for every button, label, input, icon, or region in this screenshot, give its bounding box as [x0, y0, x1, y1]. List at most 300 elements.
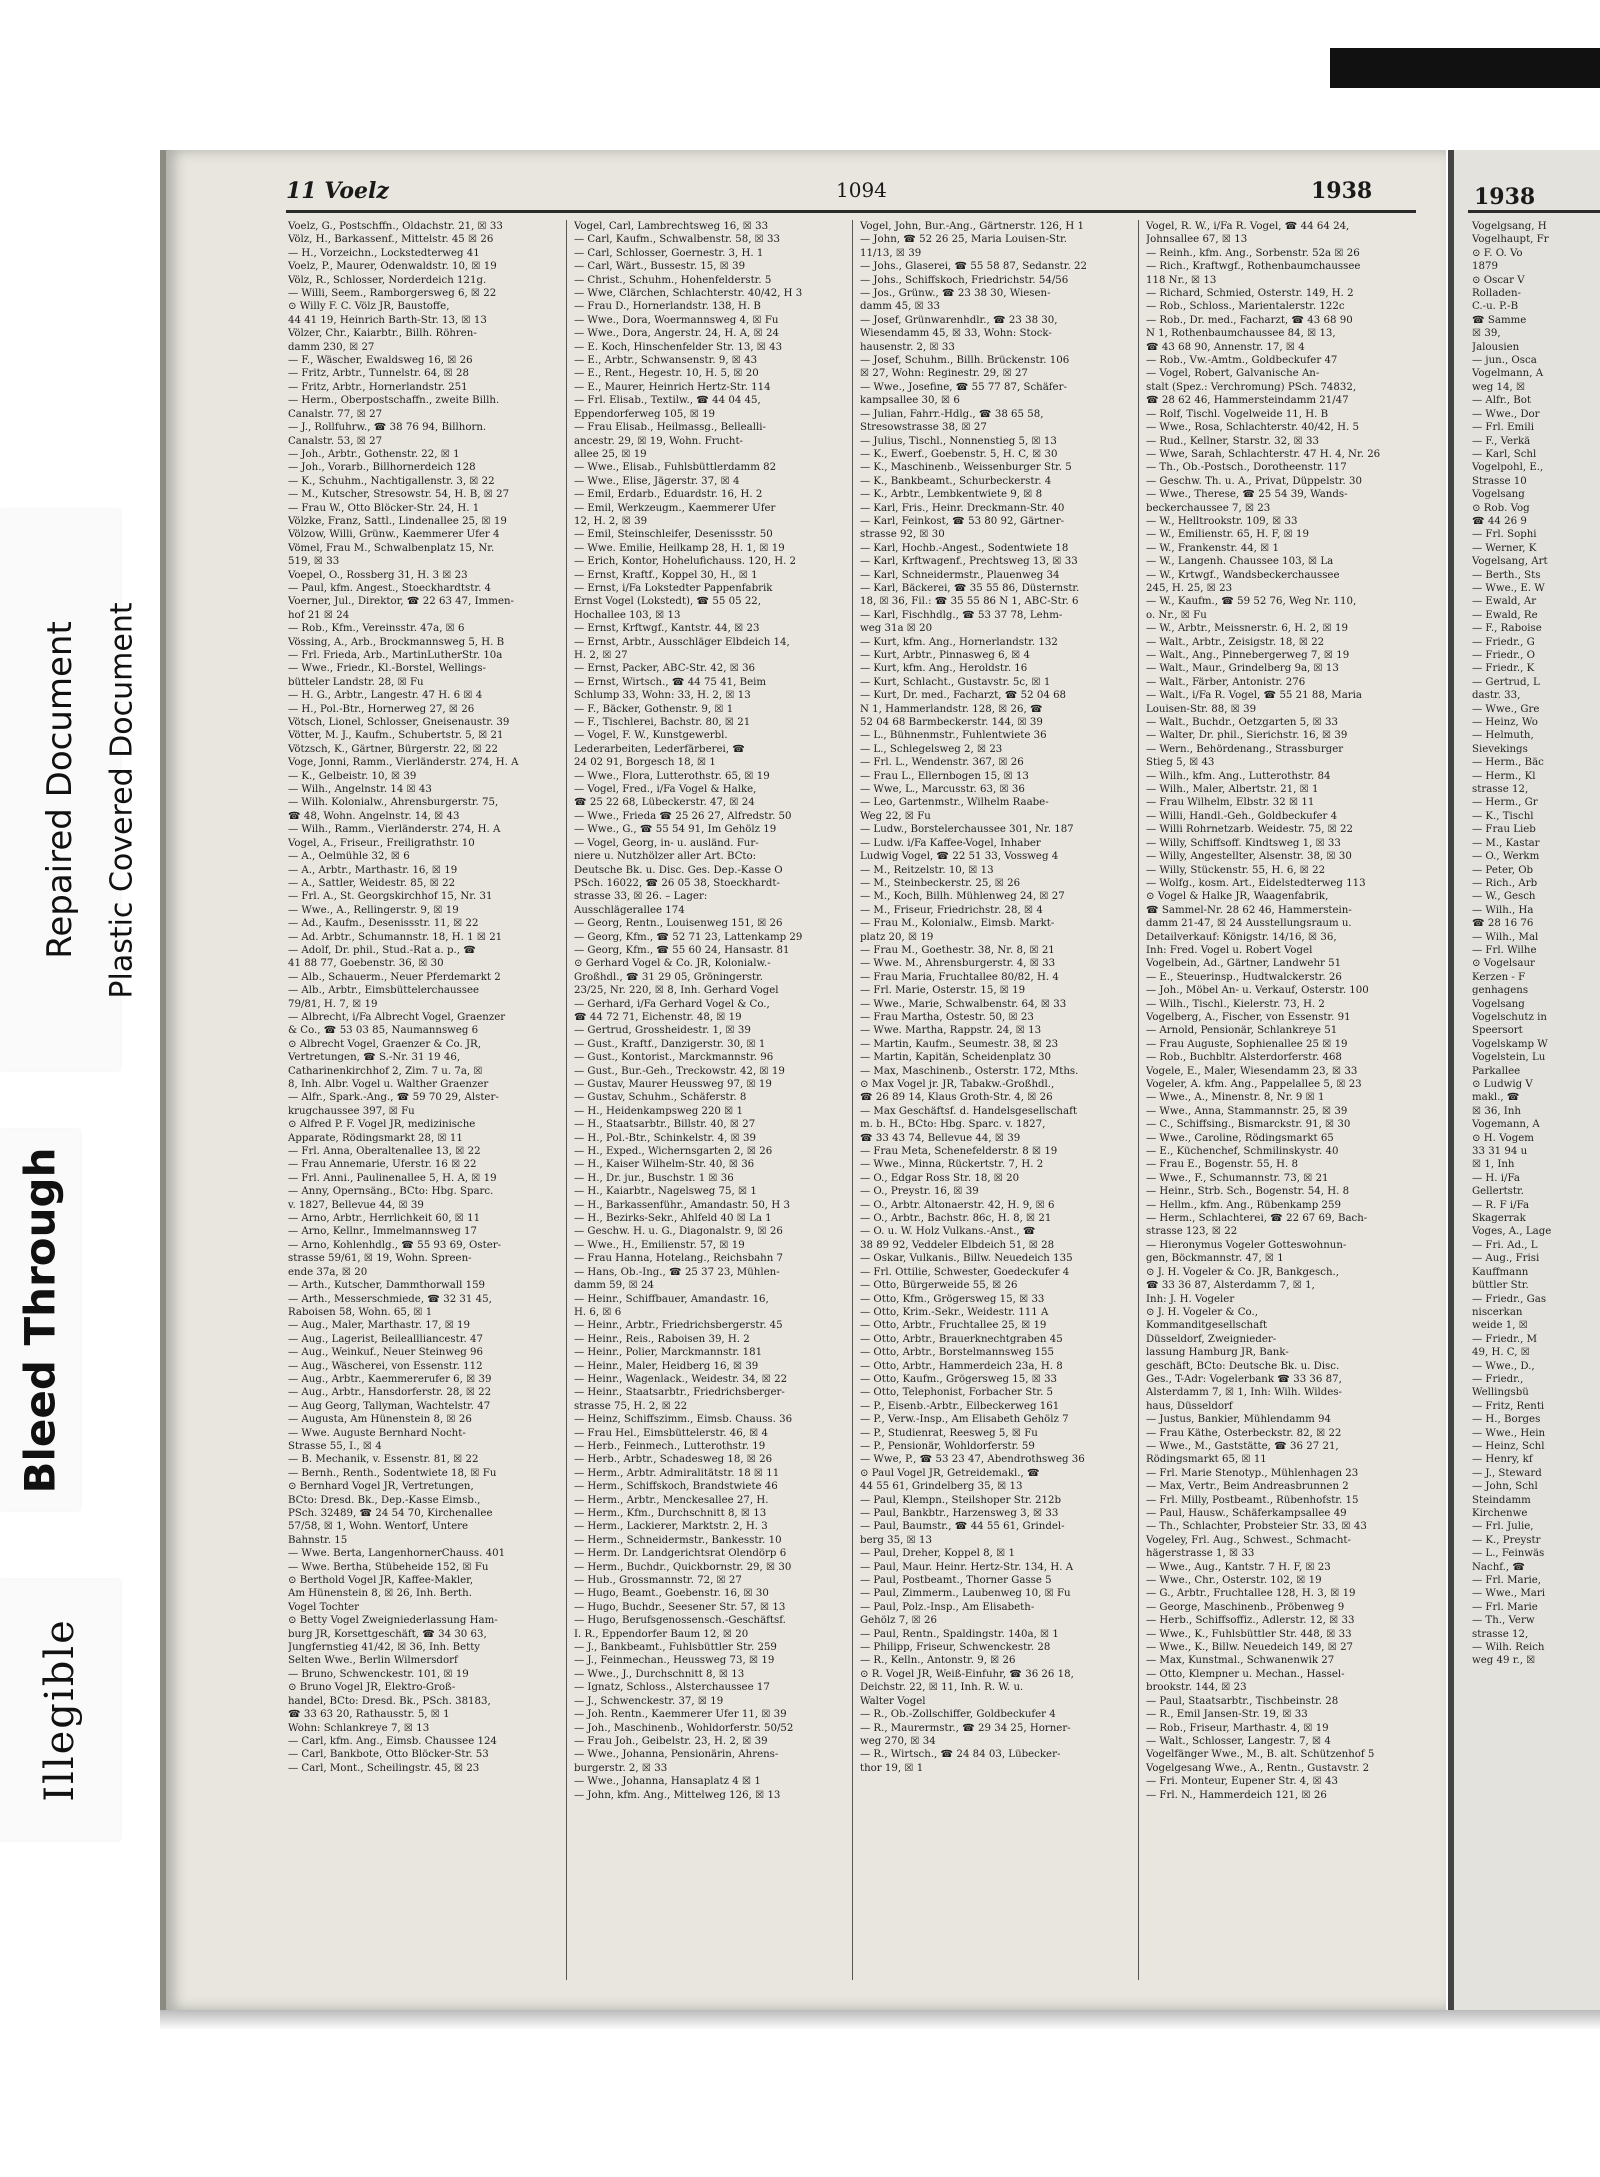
facing-page-line: dastr. 33, [1472, 690, 1521, 702]
directory-entry-line: — R., Emil Jansen-Str. 19, ☒ 33 [1146, 1709, 1308, 1721]
directory-entry-line: — Augusta, Am Hünenstein 8, ☒ 26 [288, 1414, 472, 1426]
facing-page-line: 49, H. C, ☒ [1472, 1347, 1530, 1359]
directory-entry-line: — Frau D., Hornerlandstr. 138, H. B [574, 301, 761, 313]
directory-entry-line: — Wwe., Frieda ☎ 25 26 27, Alfredstr. 50 [574, 810, 792, 822]
facing-page-line: Strasse 10 [1472, 475, 1527, 487]
facing-page-line: — Friedr., K [1472, 663, 1535, 675]
directory-entry-line: — Wwe., Flora, Lutterothstr. 65, ☒ 19 [574, 770, 770, 782]
facing-page-line: Vogelskamp W [1472, 1038, 1548, 1050]
directory-entry-line: — Wwe., A., Minenstr. 8, Nr. 9 ☒ 1 [1146, 1092, 1325, 1104]
directory-entry-line: ⊙ Betty Vogel Zweigniederlassung Ham- [288, 1615, 498, 1627]
directory-entry-line: — L., Schlegelsweg 2, ☒ 23 [860, 743, 1003, 755]
facing-page-line: — Frau Lieb [1472, 824, 1536, 836]
directory-entry-line: Vötter, M. J., Kaufm., Schubertstr. 5, ☒ 21 [288, 730, 504, 742]
directory-entry-line: N 1, Hammerlandstr. 128, ☒ 26, ☎ [860, 703, 1043, 715]
directory-entry-line: — Johs., Glaserei, ☎ 55 58 87, Sedanstr. 22 [860, 261, 1087, 273]
facing-page-line: — Wwe., Hein [1472, 1427, 1546, 1439]
directory-entry-line: Wohn: Schlankreye 7, ☒ 13 [288, 1722, 430, 1734]
directory-entry-line: — Paul, Postbeamt., Thorner Gasse 5 [860, 1575, 1052, 1587]
directory-entry-line: Düsseldorf, Zweignieder- [1146, 1333, 1277, 1345]
directory-entry-line: brookstr. 144, ☒ 23 [1146, 1682, 1247, 1694]
directory-entry-line: Voelz, G., Postschffn., Oldachstr. 21, ☒ 33 [288, 221, 503, 232]
directory-entry-line: Vogele, E., Maler, Wiesendamm 23, ☒ 33 [1146, 1065, 1358, 1077]
facing-page-line: Vogelstein, Lu [1472, 1052, 1546, 1064]
directory-entry-line: Völzer, Chr., Kaiarbtr., Billh. Röhren- [288, 328, 477, 340]
directory-entry-line: — P., Pensionär, Wohldorferstr. 59 [860, 1440, 1035, 1452]
directory-entry-line: Vogel, John, Bur.-Ang., Gärtnerstr. 126, H 1 [860, 221, 1084, 232]
directory-entry-line: — Wwe., Aug., Kantstr. 7 H. F, ☒ 23 [1146, 1561, 1331, 1573]
directory-entry-line: — Frau Maria, Fruchtallee 80/82, H. 4 [860, 971, 1059, 983]
directory-entry-line: — Karl, Feinkost, ☎ 53 80 92, Gärtner- [860, 515, 1065, 527]
facing-page-column [1472, 220, 1600, 1668]
directory-entry-line: — Max Geschäftsf. d. Handelsgesellschaft [860, 1105, 1077, 1117]
facing-page-line: makl., ☎ [1472, 1092, 1520, 1104]
directory-entry-line: — Justus, Bankier, Mühlendamm 94 [1146, 1414, 1331, 1426]
directory-entry-line: — Wwe., Rosa, Schlachterstr. 40/42, H. 5 [1146, 422, 1360, 434]
directory-entry-line: — Frau Annemarie, Uferstr. 16 ☒ 22 [288, 1159, 477, 1171]
directory-entry-line: ⊙ J. H. Vogeler & Co. JR, Bankgesch., [1146, 1266, 1339, 1278]
directory-entry-line: — Frau Wilhelm, Elbstr. 32 ☒ 11 [1146, 797, 1315, 809]
directory-entry-line: Johnsallee 67, ☒ 13 [1146, 234, 1248, 246]
directory-entry-line: — Frl. N., Hammerdeich 121, ☒ 26 [1146, 1789, 1327, 1801]
directory-entry-line: — Ernst, Krftwgf., Kantstr. 44, ☒ 23 [574, 623, 760, 635]
directory-entry-line: — Frau Joh., Geibelstr. 23, H. 2, ☒ 39 [574, 1735, 768, 1747]
directory-entry-line: — Geschw. H. u. G., Diagonalstr. 9, ☒ 26 [574, 1226, 783, 1238]
directory-entry-line: N 1, Rothenbaumchaussee 84, ☒ 13, [1146, 328, 1336, 340]
directory-entry-line: — H. G., Arbtr., Langestr. 47 H. 6 ☒ 4 [288, 690, 483, 702]
directory-entry-line: — Frau L., Ellernbogen 15, ☒ 13 [860, 770, 1029, 782]
directory-entry-line: — Julian, Fahrr.-Hdlg., ☎ 38 65 58, [860, 408, 1044, 420]
directory-entry-line: — K., Arbtr., Lembkentwiete 9, ☒ 8 [860, 489, 1043, 501]
directory-entry-line: — R., Maurermstr., ☎ 29 34 25, Horner- [860, 1722, 1071, 1734]
facing-page-line: Vogelschutz in [1472, 1011, 1547, 1023]
directory-entry-line: — Herm., Arbtr. Admiralitätstr. 18 ☒ 11 [574, 1467, 780, 1479]
facing-page-line: — O., Werkm [1472, 851, 1540, 863]
directory-entry-line: — Martin, Kapitän, Scheidenplatz 30 [860, 1052, 1052, 1064]
facing-page-line: — H. i/Fa [1472, 1172, 1520, 1184]
directory-entry-line: weg 270, ☒ 34 [860, 1735, 936, 1747]
directory-entry-line: ⊙ Willy F. C. Völz JR, Baustoffe, [288, 301, 450, 313]
directory-entry-line: — Hub., Grossmannstr. 72, ☒ 27 [574, 1575, 742, 1587]
directory-entry-line: — Albrecht, i/Fa Albrecht Vogel, Graenzer [288, 1011, 506, 1023]
directory-entry-line: — Aug., Maler, Marthastr. 17, ☒ 19 [288, 1320, 471, 1332]
directory-entry-line: — Leo, Gartenmstr., Wilhelm Raabe- [860, 797, 1049, 809]
directory-entry-line: — M., Koch, Billh. Mühlenweg 24, ☒ 27 [860, 891, 1065, 903]
facing-page-rule [1468, 210, 1600, 213]
directory-entry-line: — Karl, Hochb.-Angest., Sodentwiete 18 [860, 542, 1069, 554]
directory-entry-line: — Carl, Bankbote, Otto Blöcker-Str. 53 [288, 1749, 489, 1761]
directory-entry-line: Walter Vogel [860, 1695, 926, 1707]
directory-entry-line: — Fri. Monteur, Eupener Str. 4, ☒ 43 [1146, 1776, 1338, 1788]
directory-entry-line: Jungfernstieg 41/42, ☒ 36, Inh. Betty [288, 1642, 481, 1654]
facing-page-line: — Ewald, Ar [1472, 596, 1537, 608]
facing-page-line: Kerzen - F [1472, 971, 1526, 983]
directory-entry-line: — Heinr., Wagenlack., Weidestr. 34, ☒ 22 [574, 1373, 788, 1385]
directory-entry-line: — H., Vorzeichn., Lockstedterweg 41 [288, 247, 480, 259]
directory-entry-line: — Heinr., Schiffbauer, Amandastr. 16, [574, 1293, 769, 1305]
directory-entry-line: — Ernst, Kraftf., Koppel 30, H., ☒ 1 [574, 569, 758, 581]
directory-entry-line: bütteler Landstr. 28, ☒ Fu [288, 676, 424, 688]
directory-entry-line: beckerchaussee 7, ☒ 23 [1146, 502, 1271, 514]
directory-entry-line: — Ernst, Arbtr., Ausschläger Elbdeich 14, [574, 636, 790, 648]
directory-entry-line: — W., Arbtr., Meissnerstr. 6, H. 2, ☒ 19 [1146, 623, 1348, 635]
facing-page-line: — J., Steward [1472, 1467, 1542, 1479]
directory-column-3 [860, 220, 1132, 2000]
directory-entry-line: — Herm., Oberpostschaffn., zweite Billh. [288, 395, 500, 407]
directory-entry-line: — Arno, Kellnr., Immelmannsweg 17 [288, 1226, 477, 1238]
directory-entry-line: — Herm., Kfm., Durchschnitt 8, ☒ 13 [574, 1508, 767, 1519]
directory-entry-line: — Wwe. Berta, LangenhornerChauss. 401 [288, 1548, 506, 1560]
directory-entry-line: — Hellm., kfm. Ang., Rübenkamp 259 [1146, 1199, 1341, 1211]
directory-entry-line: 44 41 19, Heinrich Barth-Str. 13, ☒ 13 [288, 314, 487, 326]
directory-entry-line: — Wern., Behördenang., Strassburger [1146, 743, 1344, 755]
directory-entry-line: Ges., T-Adr: Vogelerbank ☎ 33 36 87, [1146, 1373, 1342, 1385]
directory-entry-line: strasse 59/61, ☒ 19, Wohn. Spreen- [288, 1253, 472, 1265]
directory-entry-line: — F., Tischlerei, Bachstr. 80, ☒ 21 [574, 717, 751, 729]
directory-entry-line: Kommanditgesellschaft [1146, 1320, 1268, 1332]
directory-entry-line: Vogelberg, A., Fischer, von Essenstr. 91 [1146, 1011, 1351, 1023]
directory-entry-line: Inh: Fred. Vogel u. Robert Vogel [1146, 944, 1313, 956]
directory-entry-line: — Hugo, Beamt., Goebenstr. 16, ☒ 30 [574, 1588, 769, 1600]
directory-entry-line: — Karl, Schneidermstr., Plauenweg 34 [860, 569, 1060, 581]
directory-entry-line: — Joh., Arbtr., Gothenstr. 22, ☒ 1 [288, 448, 460, 460]
directory-entry-line: — K., Ewerf., Goebenstr. 5, H. C, ☒ 30 [860, 448, 1058, 460]
directory-entry-line: handel, BCto: Dresd. Bk., PSch. 38183, [288, 1695, 491, 1707]
directory-entry-line: — Wwe., F., Schumannstr. 73, ☒ 21 [1146, 1172, 1329, 1184]
directory-entry-line: — Ludw., Borstelerchaussee 301, Nr. 187 [860, 824, 1074, 836]
directory-entry-line: — Frau Meta, Schenefelderstr. 8 ☒ 19 [860, 1146, 1058, 1158]
directory-entry-line: PSch. 32489, ☎ 24 54 70, Kirchenallee [288, 1508, 493, 1519]
directory-entry-line: haus, Düsseldorf [1146, 1400, 1233, 1412]
directory-entry-line: — Martin, Kaufm., Seumestr. 38, ☒ 23 [860, 1038, 1059, 1050]
scan-edge-bar [1330, 48, 1600, 88]
directory-entry-line: — Herm. Dr. Landgerichtsrat Olendörp 6 [574, 1548, 787, 1560]
facing-page-line: ⊙ Vogelsaur [1472, 958, 1535, 970]
directory-entry-line: — R., Kelln., Antonstr. 9, ☒ 26 [860, 1655, 1016, 1667]
directory-entry-line: — Wwe., Friedr., Kl.-Borstel, Wellings- [288, 663, 486, 675]
directory-entry-line: — Herm., Schneidermstr., Bankesstr. 10 [574, 1534, 782, 1546]
directory-entry-line: — Wwe., Chr., Osterstr. 102, ☒ 19 [1146, 1575, 1322, 1587]
directory-entry-line: — Emil, Werkzeugm., Kaemmerer Ufer [574, 502, 776, 514]
facing-page-line: strasse 12, [1472, 1628, 1529, 1640]
directory-entry-line: ☎ 44 72 71, Eichenstr. 48, ☒ 19 [574, 1011, 742, 1023]
illegible-tag [0, 1580, 120, 1840]
directory-entry-line: Inh: J. H. Vogeler [1146, 1293, 1235, 1305]
header-running-title: 11 Voelz [286, 178, 389, 204]
directory-entry-line: — Gust., Bur.-Geh., Treckowstr. 42, ☒ 19 [574, 1065, 785, 1077]
directory-column-2 [574, 220, 846, 2000]
directory-entry-line: Ausschlägerallee 174 [574, 904, 685, 916]
column-divider [852, 220, 853, 1980]
facing-page-line: Kauffmann [1472, 1266, 1529, 1278]
directory-entry-line: Eppendorferweg 105, ☒ 19 [574, 408, 716, 420]
repaired-document-label: Repaired Document [40, 621, 80, 959]
facing-page-line: Steindamm [1472, 1494, 1531, 1506]
directory-entry-line: — G., Arbtr., Fruchtallee 128, H. 3, ☒ 19 [1146, 1588, 1356, 1600]
directory-entry-line: Catharinenkirchhof 2, Zim. 7 u. 7a, ☒ [288, 1065, 483, 1077]
facing-page-line: Vogelsang, Art [1472, 556, 1548, 568]
directory-entry-line: — Carl, Wärt., Bussestr. 15, ☒ 39 [574, 261, 746, 273]
directory-entry-line: — Arnold, Pensionär, Schlankreye 51 [1146, 1025, 1338, 1037]
directory-entry-line: Canalstr. 53, ☒ 27 [288, 435, 383, 447]
directory-entry-line: — Joh., Möbel An- u. Verkauf, Osterstr. 100 [1146, 985, 1369, 997]
facing-page-line: — Frl. Marie, [1472, 1575, 1541, 1587]
directory-entry-line: — Emil, Erdarb., Eduardstr. 16, H. 2 [574, 489, 763, 501]
directory-entry-line: — Fritz, Arbtr., Tunnelstr. 64, ☒ 28 [288, 368, 469, 380]
directory-entry-line: hof 21 ☒ 24 [288, 609, 350, 621]
directory-entry-line: — H., Barkassenführ., Amandastr. 50, H 3 [574, 1199, 790, 1211]
directory-entry-line: — Frau M., Goethestr. 38, Nr. 8, ☒ 21 [860, 944, 1055, 956]
directory-entry-line: — Wwe, L., Marcusstr. 63, ☒ 36 [860, 784, 1025, 796]
directory-entry-line: 18, ☒ 36, Fil.: ☎ 35 55 86 N 1, ABC-Str. 6 [860, 596, 1079, 608]
directory-entry-line: — Vogel, F. W., Kunstgewerbl. [574, 730, 728, 742]
facing-page-year: 1938 [1474, 184, 1536, 210]
directory-entry-line: damm 21-47, ☒ 24 Ausstellungsraum u. [1146, 918, 1352, 930]
directory-entry-line: — Otto, Telephonist, Forbacher Str. 5 [860, 1387, 1054, 1399]
directory-entry-line: — Joh. Rentn., Kaemmerer Ufer 11, ☒ 39 [574, 1709, 787, 1721]
directory-entry-line: — Herb., Arbtr., Schadesweg 18, ☒ 26 [574, 1454, 773, 1466]
facing-page-line: — L., Feinwäs [1472, 1548, 1545, 1560]
directory-entry-line: 41 88 77, Goebenstr. 36, ☒ 30 [288, 958, 444, 970]
directory-entry-line: ⊙ J. H. Vogeler & Co., [1146, 1306, 1258, 1318]
directory-entry-line: — Gertrud, Grossheidestr. 1, ☒ 39 [574, 1025, 751, 1037]
directory-entry-line: — Wwe. M., Ahrensburgerstr. 4, ☒ 33 [860, 958, 1056, 970]
directory-entry-line: — B. Mechanik, v. Essenstr. 81, ☒ 22 [288, 1454, 479, 1466]
directory-entry-line: 44 55 61, Grindelberg 35, ☒ 13 [860, 1481, 1023, 1493]
directory-entry-line: — Hugo, Berufsgenossensch.-Geschäftsf. [574, 1615, 786, 1627]
directory-entry-line: Vogelfänger Wwe., M., B. alt. Schützenhof 5 [1146, 1749, 1375, 1761]
directory-entry-line: ⊙ Alfred P. F. Vogel JR, medizinische [288, 1119, 476, 1131]
directory-entry-line: Canalstr. 77, ☒ 27 [288, 408, 383, 420]
directory-entry-line: — E. Koch, Hinschenfelder Str. 13, ☒ 43 [574, 341, 783, 353]
directory-entry-line: — J., Feinmechan., Heussweg 73, ☒ 19 [574, 1655, 775, 1667]
facing-page-line: genhagens [1472, 985, 1529, 997]
facing-page-line: — Wwe., Mari [1472, 1588, 1545, 1600]
directory-entry-line: — Alb., Schauerm., Neuer Pferdemarkt 2 [288, 971, 501, 983]
directory-entry-line: — Ernst, i/Fa Lokstedter Pappenfabrik [574, 582, 773, 594]
directory-entry-line: — Aug., Weinkuf., Neuer Steinweg 96 [288, 1347, 483, 1359]
directory-entry-line: — Gustav, Maurer Heussweg 97, ☒ 19 [574, 1079, 772, 1090]
directory-entry-line: — Kurt, kfm. Ang., Heroldstr. 16 [860, 663, 1028, 675]
directory-entry-line: — E., Rent., Hegestr. 10, H. 5, ☒ 20 [574, 368, 759, 380]
facing-page-line: ⊙ Rob. Vog [1472, 502, 1530, 514]
directory-entry-line: — Frl. Anna, Oberaltenallee 13, ☒ 22 [288, 1146, 481, 1158]
directory-entry-line: — Frau Käthe, Osterbeckstr. 82, ☒ 22 [1146, 1427, 1342, 1439]
directory-entry-line: — Arno, Kohlenhdlg., ☎ 55 93 69, Oster- [288, 1239, 502, 1251]
facing-page [1448, 150, 1600, 2010]
directory-entry-line: — George, Maschinenb., Pröbenweg 9 [1146, 1601, 1345, 1613]
directory-entry-line: 12, H. 2, ☒ 39 [574, 515, 648, 527]
facing-page-line: — Friedr., O [1472, 650, 1535, 661]
directory-entry-line: — Rob., Schloss., Marientalerstr. 122c [1146, 301, 1345, 313]
directory-entry-line: — H., Kaiser Wilhelm-Str. 40, ☒ 36 [574, 1159, 755, 1171]
directory-entry-line: — Wwe. Martha, Rappstr. 24, ☒ 13 [860, 1025, 1042, 1037]
facing-page-line: — Peter, Ob [1472, 864, 1534, 876]
facing-page-line: — M., Kastar [1472, 837, 1540, 849]
side-labels [0, 250, 160, 2050]
column-divider [566, 220, 567, 1980]
directory-entry-line: I. R., Eppendorfer Baum 12, ☒ 20 [574, 1628, 749, 1640]
directory-entry-line: — Otto, Arbtr., Fruchtallee 25, ☒ 19 [860, 1320, 1047, 1332]
directory-entry-line: kampsallee 30, ☒ 6 [860, 395, 960, 407]
directory-entry-line: — Herb., Feinmech., Lutterothstr. 19 [574, 1440, 766, 1452]
directory-entry-line: — Frl. Anni., Paulinenallee 5, H. A, ☒ 19 [288, 1172, 497, 1184]
directory-entry-line: ☎ 33 36 87, Alsterdamm 7, ☒ 1, [1146, 1280, 1315, 1292]
facing-page-line: — Werner, K [1472, 542, 1537, 554]
directory-entry-line: — Carl, Mont., Scheilingstr. 45, ☒ 23 [288, 1762, 480, 1774]
directory-entry-line: — M., Friseur, Friedrichstr. 28, ☒ 4 [860, 904, 1043, 916]
directory-entry-line: — Vogel, Robert, Galvanische An- [1146, 368, 1320, 380]
directory-entry-line: — Rob., Kfm., Vereinsstr. 47a, ☒ 6 [288, 623, 465, 635]
directory-entry-line: — Heinr., Arbtr., Friedrichsbergerstr. 45 [574, 1320, 783, 1332]
directory-entry-line: — Herb., Schiffsoffiz., Adlerstr. 12, ☒ 33 [1146, 1615, 1355, 1627]
directory-entry-line: — Frl. A., St. Georgskirchhof 15, Nr. 31 [288, 891, 493, 903]
directory-entry-line: — Frl. Frieda, Arb., MartinLutherStr. 10a [288, 650, 503, 661]
directory-entry-line: ⊙ Bruno Vogel JR, Elektro-Groß- [288, 1682, 456, 1694]
directory-entry-line: — Alfr., Spark.-Ang., ☎ 59 70 29, Alster- [288, 1092, 499, 1104]
facing-page-line: — R. F i/Fa [1472, 1199, 1530, 1211]
directory-entry-line: — Otto, Bürgerweide 55, ☒ 26 [860, 1280, 1018, 1292]
directory-entry-line: — Wwe., Minna, Rückertstr. 7, H. 2 [860, 1159, 1044, 1171]
directory-entry-line: — Paul, Zimmerm., Laubenweg 10, ☒ Fu [860, 1588, 1071, 1600]
facing-page-line: — Friedr., [1472, 1373, 1524, 1385]
facing-page-line: — Fri. Ad., L [1472, 1239, 1538, 1251]
directory-entry-line: — Wwe., J., Durchschnitt 8, ☒ 13 [574, 1668, 745, 1680]
directory-entry-line: — O., Edgar Ross Str. 18, ☒ 20 [860, 1172, 1020, 1184]
facing-page-line: Vogelgsang, H [1472, 221, 1547, 232]
directory-entry-line: — Otto, Kfm., Grögersweg 15, ☒ 33 [860, 1293, 1045, 1305]
directory-entry-line: — Ernst, Wirtsch., ☎ 44 75 41, Beim [574, 676, 767, 688]
directory-entry-line: — Paul, Maur. Heinr. Hertz-Str. 134, H. A [860, 1561, 1074, 1573]
directory-entry-line: — Wwe., K., Fuhlsbüttler Str. 448, ☒ 33 [1146, 1628, 1352, 1640]
directory-entry-line: Deutsche Bk. u. Disc. Ges. Dep.-Kasse O [574, 864, 783, 876]
directory-entry-line: — Kurt, Schlacht., Gustavstr. 5c, ☒ 1 [860, 676, 1051, 688]
directory-entry-line: Stresowstrasse 38, ☒ 27 [860, 422, 987, 434]
directory-entry-line: Völz, R., Schlosser, Norderdeich 121g. [288, 274, 487, 286]
directory-entry-line: 8, Inh. Albr. Vogel u. Walther Graenzer [288, 1079, 489, 1090]
facing-page-line: ☒ 39, [1472, 328, 1501, 340]
directory-entry-line: — Wwe., A., Rellingerstr. 9, ☒ 19 [288, 904, 459, 916]
directory-entry-line: — K., Maschinenb., Weissenburger Str. 5 [860, 462, 1072, 474]
directory-entry-line: BCto: Dresd. Bk., Dep.-Kasse Eimsb., [288, 1494, 481, 1506]
directory-entry-line: — Aug., Wäscherei, von Essenstr. 112 [288, 1360, 483, 1372]
directory-entry-line: — Joh., Maschinenb., Wohldorferstr. 50/52 [574, 1722, 794, 1734]
directory-entry-line: — Arth., Messerschmiede, ☎ 32 31 45, [288, 1293, 492, 1305]
directory-entry-line: — Frl. Elisab., Textilw., ☎ 44 04 45, [574, 395, 761, 407]
directory-entry-line: — H., Heidenkampsweg 220 ☒ 1 [574, 1105, 744, 1117]
directory-entry-line: Detailverkauf: Königstr. 14/16, ☒ 36, [1146, 931, 1337, 943]
directory-entry-line: — Georg, Rentn., Louisenweg 151, ☒ 26 [574, 918, 783, 930]
directory-entry-line: Vogel, R. W., i/Fa R. Vogel, ☎ 44 64 24, [1146, 221, 1350, 232]
directory-entry-line: — C., Schiffsing., Bismarckstr. 91, ☒ 30 [1146, 1119, 1351, 1131]
directory-entry-line: — Wwe. Bertha, Stübeheide 152, ☒ Fu [288, 1561, 489, 1573]
directory-entry-line: — Vogel, Georg, in- u. ausländ. Fur- [574, 837, 759, 849]
directory-entry-line: — Gustav, Schuhm., Schäferstr. 8 [574, 1092, 747, 1104]
facing-page-line: — Wwe., Gre [1472, 703, 1540, 715]
directory-entry-line: strasse 92, ☒ 30 [860, 529, 945, 541]
directory-entry-line: H. 6, ☒ 6 [574, 1306, 622, 1318]
directory-entry-line: — Frl. L., Wendenstr. 367, ☒ 26 [860, 757, 1024, 769]
header-page-number: 1094 [836, 178, 887, 202]
facing-page-line: — Frl. Julie, [1472, 1521, 1534, 1533]
directory-entry-line: Voelz, P., Maurer, Odenwaldstr. 10, ☒ 19 [288, 261, 497, 273]
facing-page-line: — Frl. Wilhe [1472, 944, 1537, 956]
directory-entry-line: — Frau Hel., Eimsbüttelerstr. 46, ☒ 4 [574, 1427, 769, 1439]
directory-entry-line: — Ludw. i/Fa Kaffee-Vogel, Inhaber [860, 837, 1041, 849]
directory-entry-line: v. 1827, Bellevue 44, ☒ 39 [288, 1199, 424, 1211]
directory-entry-line: thor 19, ☒ 1 [860, 1762, 924, 1774]
facing-page-line: 33 31 94 u [1472, 1146, 1528, 1158]
directory-entry-line: — Hans, Ob.-Ing., ☎ 25 37 23, Mühlen- [574, 1266, 780, 1278]
directory-entry-line: — Wwe., Dora, Angerstr. 24, H. A, ☒ 24 [574, 328, 779, 340]
facing-page-line: — W., Gesch [1472, 891, 1536, 903]
directory-entry-line: — John, kfm. Ang., Mittelweg 126, ☒ 13 [574, 1789, 781, 1801]
directory-entry-line: ☎ Sammel-Nr. 28 62 46, Hammerstein- [1146, 904, 1352, 916]
facing-page-line: — Alfr., Bot [1472, 395, 1531, 407]
directory-entry-line: — Heinr., Reis., Raboisen 39, H. 2 [574, 1333, 750, 1345]
facing-page-line: — F., Verkä [1472, 435, 1531, 447]
directory-entry-line: — Max, Maschinenb., Osterstr. 172, Mths. [860, 1065, 1079, 1077]
directory-entry-line: — Wwe., Johanna, Pensionärin, Ahrens- [574, 1749, 779, 1761]
directory-entry-line: — Wilh., Angelnstr. 14 ☒ 43 [288, 784, 432, 796]
directory-entry-line: — W., Kaufm., ☎ 59 52 76, Weg Nr. 110, [1146, 596, 1357, 608]
directory-entry-line: — Vogel, Fred., i/Fa Vogel & Halke, [574, 784, 757, 796]
directory-entry-line: — Frl. Marie Stenotyp., Mühlenhagen 23 [1146, 1467, 1359, 1479]
facing-page-line: ⊙ F. O. Vo [1472, 247, 1523, 259]
directory-entry-line: — Ernst, Packer, ABC-Str. 42, ☒ 36 [574, 663, 756, 675]
directory-entry-line: — O., Preystr. 16, ☒ 39 [860, 1186, 979, 1198]
directory-entry-line: — Otto, Krim.-Sekr., Weidestr. 111 A [860, 1306, 1049, 1318]
directory-entry-line: — Christ., Schuhm., Hohenfelderstr. 5 [574, 274, 772, 286]
directory-entry-line: — Fritz, Arbtr., Hornerlandstr. 251 [288, 381, 468, 393]
directory-entry-line: Wiesendamm 45, ☒ 33, Wohn: Stock- [860, 328, 1052, 340]
directory-entry-line: — Ad., Kaufm., Desenissstr. 11, ☒ 22 [288, 918, 479, 930]
directory-entry-line: — Max, Vertr., Beim Andreasbrunnen 2 [1146, 1481, 1349, 1493]
directory-entry-line: Stieg 5, ☒ 43 [1146, 757, 1215, 769]
directory-entry-line: ⊙ Bernhard Vogel JR, Vertretungen, [288, 1481, 474, 1493]
directory-entry-line: — Paul, Hausw., Schäferkampsallee 49 [1146, 1508, 1347, 1519]
directory-entry-line: Vötsch, Lionel, Schlosser, Gneisenaustr. 39 [288, 717, 510, 729]
facing-page-line: — Rich., Arb [1472, 877, 1538, 889]
directory-entry-line: ☎ 26 89 14, Klaus Groth-Str. 4, ☒ 26 [860, 1092, 1053, 1104]
directory-entry-line: Vömel, Frau M., Schwalbenplatz 15, Nr. [288, 542, 495, 554]
directory-entry-line: strasse 33, ☒ 26. – Lager: [574, 891, 708, 903]
directory-entry-line: — John, ☎ 52 26 25, Maria Louisen-Str. [860, 234, 1067, 246]
directory-entry-line: Vogel, Carl, Lambrechtsweg 16, ☒ 33 [574, 221, 769, 232]
directory-entry-line: — Josef, Grünwarenhdlr., ☎ 23 38 30, [860, 314, 1058, 326]
directory-entry-line: ☎ 33 63 20, Rathausstr. 5, ☒ 1 [288, 1709, 450, 1721]
directory-entry-line: — Frau M., Kolonialw., Eimsb. Markt- [860, 918, 1055, 930]
directory-entry-line: — Anny, Opernsäng., BCto: Hbg. Sparc. [288, 1186, 494, 1198]
directory-entry-line: damm 45, ☒ 33 [860, 301, 940, 313]
bleed-through-tag [0, 1130, 80, 1510]
directory-entry-line: Raboisen 58, Wohn. 65, ☒ 1 [288, 1306, 433, 1318]
directory-entry-line: — Th., Ob.-Postsch., Dorotheenstr. 117 [1146, 462, 1347, 474]
facing-page-line: weg 14, ☒ [1472, 381, 1526, 393]
directory-entry-line: ⊙ Berthold Vogel JR, Kaffee-Makler, [288, 1575, 474, 1587]
directory-entry-line: — Walt., Buchdr., Oetzgarten 5, ☒ 33 [1146, 717, 1338, 729]
facing-page-line: — Heinz, Schl [1472, 1440, 1545, 1452]
directory-entry-line: — M., Reitzelstr. 10, ☒ 13 [860, 864, 994, 876]
directory-entry-line: — Wilh., Tischl., Kielerstr. 73, H. 2 [1146, 998, 1325, 1010]
facing-page-line: — Henry, kf [1472, 1454, 1533, 1466]
facing-page-line: Rolladen- [1472, 288, 1521, 300]
directory-entry-line: Apparate, Rödingsmarkt 28, ☒ 11 [288, 1132, 463, 1144]
directory-entry-line: — Gust., Kontorist., Marckmannstr. 96 [574, 1052, 774, 1064]
directory-entry-line: — Rud., Kellner, Starstr. 32, ☒ 33 [1146, 435, 1319, 447]
directory-entry-line: Hochallee 103, ☒ 13 [574, 609, 681, 621]
facing-page-line: — Friedr., G [1472, 636, 1535, 648]
